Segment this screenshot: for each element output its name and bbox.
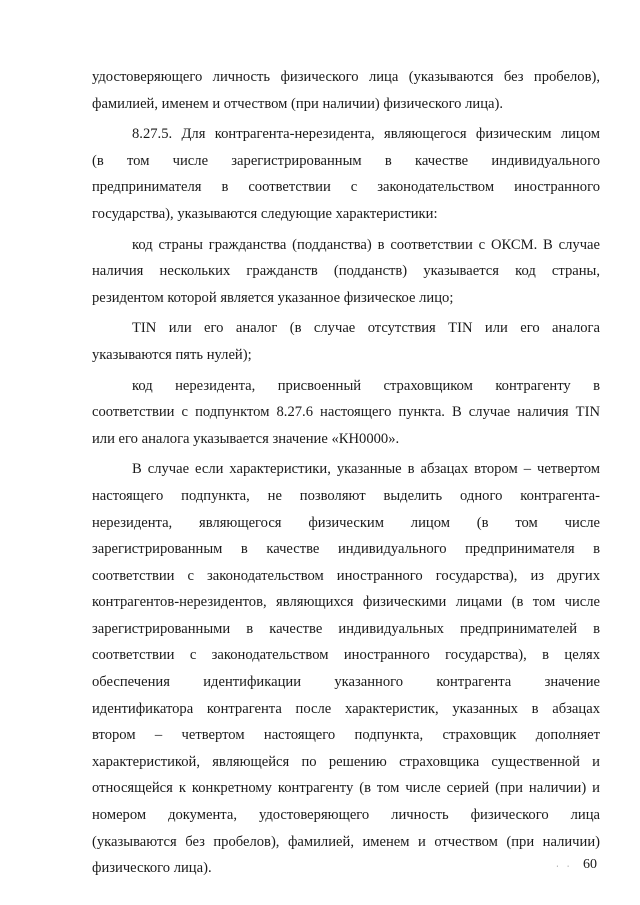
page-number: 60 <box>583 857 597 872</box>
text-line: предпринимателя в соответствии с законодательством иностранного <box>92 179 600 196</box>
text-line: указываются пять нулей); <box>92 346 252 363</box>
text-line: государства), указываются следующие характеристики: <box>92 205 438 222</box>
paragraph-first-line: 8.27.5. Для контрагента-нерезидента, являющегося физическим лицом <box>132 126 600 143</box>
text-line: обеспечения идентификации указанного контрагента значение <box>92 674 600 691</box>
text-line: идентификатора контрагента после характеристик, указанных в абзацах <box>92 700 600 717</box>
paragraph-first-line: TIN или его аналог (в случае отсутствия TIN или его аналога <box>132 320 600 337</box>
paragraph-first-line: код страны гражданства (подданства) в соответствии с ОКСМ. В случае <box>132 236 600 253</box>
paragraph-first-line: код нерезидента, присвоенный страховщиком контрагенту в <box>132 377 600 394</box>
text-line: (указываются без пробелов), фамилией, именем и отчеством (при наличии) <box>92 833 600 850</box>
text-line: физического лица). <box>92 860 212 877</box>
scan-artifact: ⋅ ⋅ <box>556 862 573 871</box>
text-line: зарегистрированными в качестве индивидуальных предпринимателей в <box>92 620 600 637</box>
text-line: зарегистрированным в качестве индивидуального предпринимателя в <box>92 541 600 558</box>
paragraph-first-line: В случае если характеристики, указанные в абзацах втором – четвертом <box>132 461 600 478</box>
text-line: относящейся к конкретному контрагенту (в том числе серией (при наличии) и <box>92 780 600 797</box>
text-line: (в том числе зарегистрированным в качестве индивидуального <box>92 152 600 169</box>
document-body <box>92 64 600 882</box>
text-line: характеристикой, являющейся по решению страховщика существенной и <box>92 753 600 770</box>
text-line: нерезидента, являющегося физическим лицом (в том числе <box>92 514 600 531</box>
text-line: наличия нескольких гражданств (подданств) указывается код страны, <box>92 263 600 280</box>
text-line: соответствии с подпунктом 8.27.6 настоящего пункта. В случае наличия TIN <box>92 404 600 421</box>
text-line: фамилией, именем и отчеством (при наличии) физического лица). <box>92 95 504 112</box>
text-line: соответствии с законодательством иностранного государства), в целях <box>92 647 600 664</box>
text-line: или его аналога указывается значение «КН0000». <box>92 430 400 447</box>
text-line: втором – четвертом настоящего подпункта, страховщик дополняет <box>92 727 600 744</box>
text-line: соответствии с законодательством иностранного государства), из других <box>92 567 600 584</box>
text-line: резидентом которой является указанное физическое лицо; <box>92 289 454 306</box>
text-line: настоящего подпункта, не позволяют выделить одного контрагента- <box>92 487 600 504</box>
text-line: номером документа, удостоверяющего личность физического лица <box>92 807 600 824</box>
text-line: контрагентов-нерезидентов, являющихся физическими лицами (в том числе <box>92 594 600 611</box>
text-line: удостоверяющего личность физического лица (указываются без пробелов), <box>92 69 600 85</box>
